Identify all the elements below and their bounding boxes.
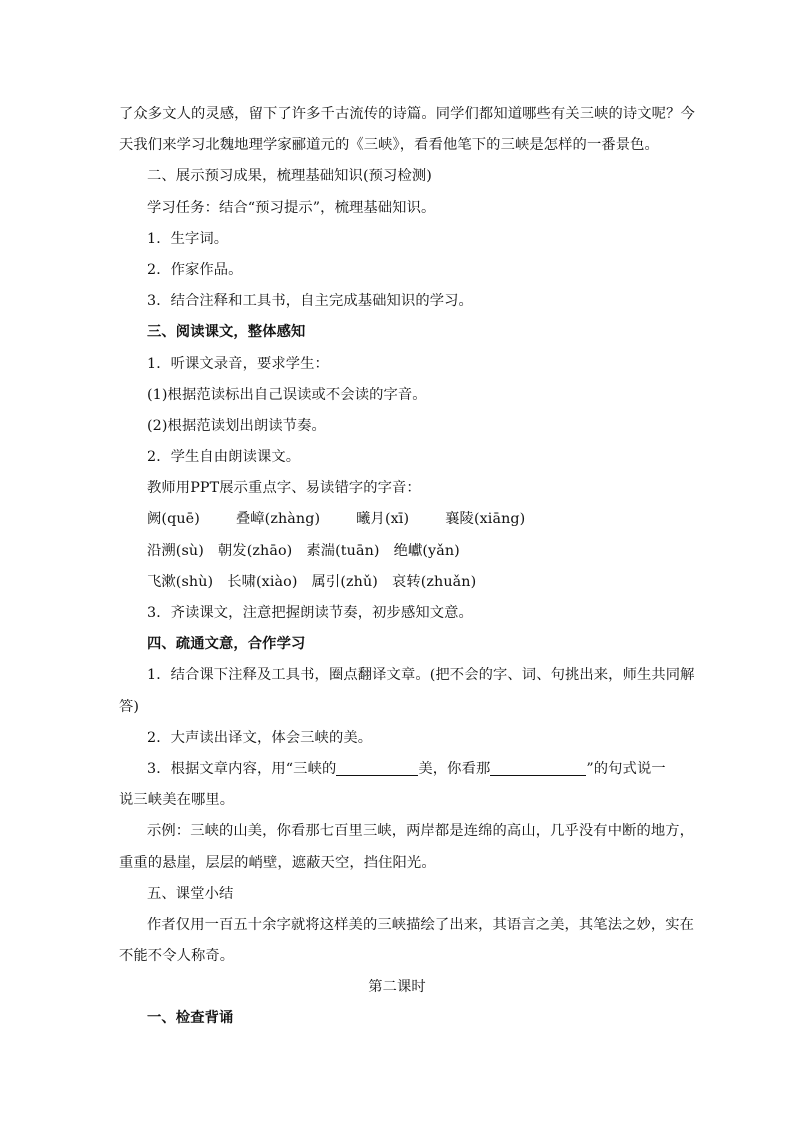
pinyin-word: 哀转(zhuǎn) — [391, 573, 477, 590]
pinyin-word: 属引(zhǔ) — [311, 573, 378, 590]
sub-list-item: (1)根据范读标出自己误读或不会读的字音。 — [147, 386, 427, 403]
fill-in-sentence — [119, 754, 675, 785]
list-item: 2．大声读出译文，体会三峡的美。 — [147, 729, 373, 746]
sentence-part: ”的句式说一 — [586, 760, 666, 777]
pinyin-word: 沿溯(sù) — [147, 542, 204, 559]
pinyin-word: 襄陵(xiāng) — [445, 511, 526, 528]
paragraph-line: 天我们来学习北魏地理学家郦道元的《三峡》，看看他笔下的三峡是怎样的一番景色。 — [119, 137, 659, 154]
section-heading-4: 四、疏通文意，合作学习 — [147, 636, 306, 653]
pinyin-row-3 — [119, 567, 675, 598]
example-line: 重重的悬崖，层层的峭壁，遮蔽天空，挡住阳光。 — [119, 854, 436, 871]
ppt-intro: 教师用PPT展示重点字、易读错字的字音： — [147, 480, 421, 497]
section-heading-3: 三、阅读课文，整体感知 — [147, 324, 306, 341]
list-item: 2．学生自由朗读课文。 — [147, 449, 301, 466]
list-item-continuation: 答) — [119, 698, 140, 715]
section-heading-6: 一、检查背诵 — [147, 1010, 234, 1027]
pinyin-word: 阙(quē) — [147, 511, 200, 528]
fill-blank-1 — [336, 759, 418, 776]
document-body — [119, 99, 695, 1035]
list-item: 3．齐读课文，注意把握朗读节奏，初步感知文意。 — [147, 605, 473, 621]
sub-list-item: (2)根据范读划出朗读节奏。 — [147, 417, 326, 434]
example-line: 示例：三峡的山美，你看那七百里三峡，两岸都是连绵的高山，几乎没有中断的地方， — [147, 823, 695, 840]
paragraph-line: 了众多文人的灵感，留下了许多千古流传的诗篇。同学们都知道哪些有关三峡的诗文呢？今 — [119, 106, 695, 122]
learning-task: 学习任务：结合“预习提示”，梳理基础知识。 — [147, 199, 436, 216]
pinyin-word: 素湍(tuān) — [306, 542, 380, 559]
pinyin-row-2 — [119, 536, 675, 567]
section-heading-2: 二、展示预习成果，梳理基础知识(预习检测) — [147, 168, 432, 185]
list-item: 2．作家作品。 — [147, 261, 243, 278]
list-item-continuation: 说三峡美在哪里。 — [119, 792, 235, 809]
pinyin-word: 飞漱(shù) — [147, 573, 214, 590]
pinyin-word: 叠嶂(zhàng) — [235, 511, 321, 528]
section-heading-5: 五、课堂小结 — [147, 885, 234, 902]
list-item: 1．听课文录音，要求学生： — [147, 355, 329, 372]
pinyin-word: 绝巘(yǎn) — [393, 542, 460, 559]
summary-line: 不能不令人称奇。 — [119, 948, 235, 965]
pinyin-word: 长啸(xiào) — [227, 573, 298, 590]
fill-blank-2 — [490, 759, 586, 776]
summary-line: 作者仅用一百五十余字就将这样美的三峡描绘了出来，其语言之美，其笔法之妙，实在 — [147, 916, 695, 933]
sentence-part: 3．根据文章内容，用“三峡的 — [147, 760, 337, 777]
list-item: 1．生字词。 — [147, 230, 229, 247]
pinyin-row-1 — [119, 504, 675, 535]
pinyin-word: 曦月(xī) — [356, 511, 410, 528]
sentence-part: 美，你看那 — [418, 760, 491, 777]
pinyin-word: 朝发(zhāo) — [217, 542, 293, 559]
list-item: 1．结合课下注释及工具书，圈点翻译文章。(把不会的字、词、句挑出来，师生共同解 — [147, 667, 695, 684]
list-item: 3．结合注释和工具书，自主完成基础知识的学习。 — [147, 293, 473, 310]
lesson-title: 第二课时 — [368, 979, 426, 996]
